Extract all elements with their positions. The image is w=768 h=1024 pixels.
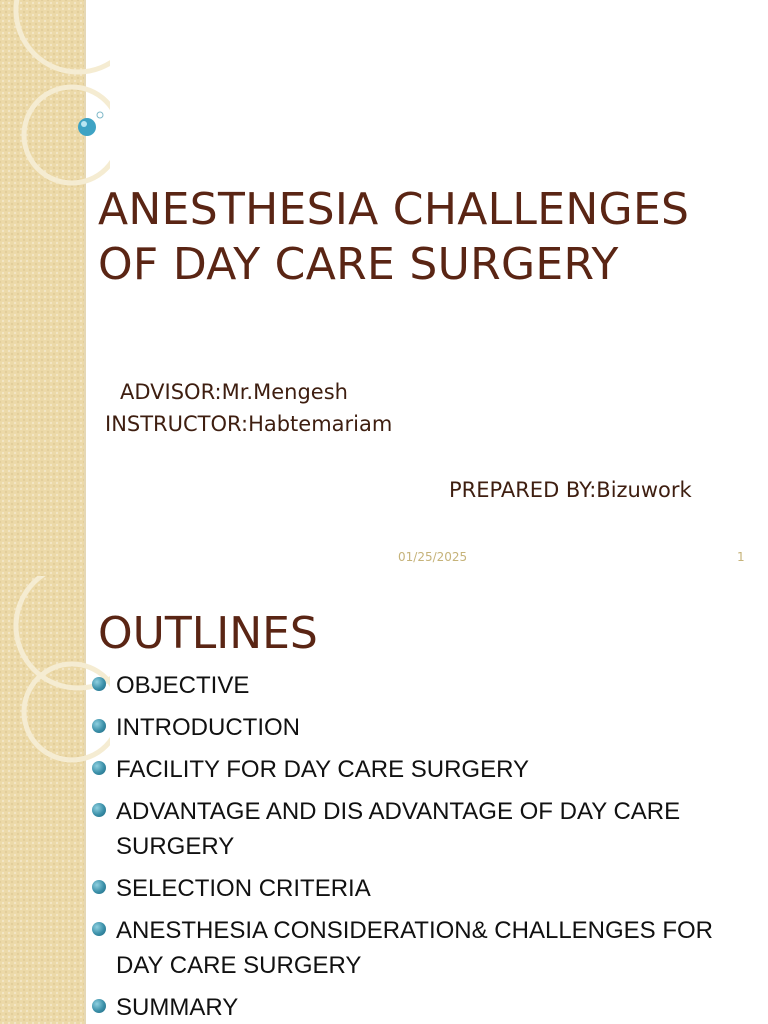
bullet-icon: [92, 922, 106, 936]
outline-slide: [0, 576, 768, 1024]
list-item: INTRODUCTION: [92, 710, 752, 745]
list-item: ANESTHESIA CONSIDERATION& CHALLENGES FOR DAY CARE SURGERY: [92, 913, 752, 983]
instructor-text: INSTRUCTOR:Habtemariam: [105, 412, 393, 436]
bullet-icon: [92, 999, 106, 1013]
list-item: ADVANTAGE AND DIS ADVANTAGE OF DAY CARE SURGERY: [92, 794, 752, 864]
bullet-icon: [92, 677, 106, 691]
list-item: SUMMARY: [92, 990, 752, 1024]
presentation-title: ANESTHESIA CHALLENGES OF DAY CARE SURGERY: [98, 184, 690, 290]
decorative-sidebar: [0, 576, 86, 1024]
list-item: SELECTION CRITERIA: [92, 871, 752, 906]
prepared-by-text: PREPARED BY:Bizuwork: [449, 478, 692, 502]
slide-number: 1: [737, 550, 745, 564]
list-item: FACILITY FOR DAY CARE SURGERY: [92, 752, 752, 787]
bullet-icon: [92, 880, 106, 894]
advisor-text: ADVISOR:Mr.Mengesh: [120, 380, 348, 404]
outline-title: OUTLINES: [98, 608, 318, 659]
bullet-icon: [92, 803, 106, 817]
bullet-icon: [92, 761, 106, 775]
outline-list: [92, 668, 752, 1024]
decorative-circles-icon: [0, 0, 110, 576]
list-item: OBJECTIVE: [92, 668, 752, 703]
bullet-icon: [92, 719, 106, 733]
decorative-sidebar: [0, 0, 86, 576]
slide-date: 01/25/2025: [398, 550, 468, 564]
